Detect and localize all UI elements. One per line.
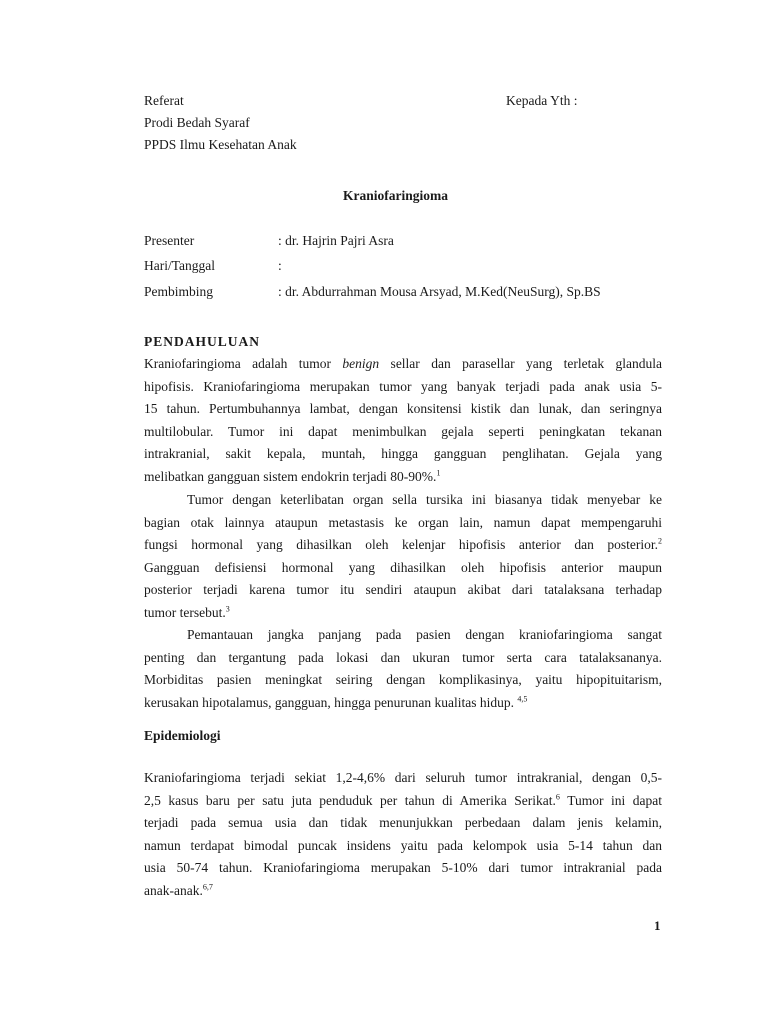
paragraph-epidemiologi: [144, 767, 662, 903]
citation-ref: 1: [436, 468, 441, 478]
paragraph-line: posterior terjadi karena tumor itu sendiri ataupun akibat dari tatalaksana terhadap: [144, 582, 662, 598]
paragraph-line: anak-anak.$^{6,7}$: [144, 882, 213, 898]
pembimbing-value: : dr. Abdurrahman Mousa Arsyad, M.Ked(NeuSurg), Sp.BS: [278, 284, 601, 299]
paragraph-line: kerusakan hipotalamus, gangguan, hingga penurunan kualitas hidup. $^{4,5}$: [144, 694, 528, 710]
presenter-value: : dr. Hajrin Pajri Asra: [278, 233, 394, 248]
paragraph-line: Tumor dengan keterlibatan organ sella tursika ini biasanya tidak menyebar ke: [187, 492, 662, 507]
paragraph-line: Kraniofaringioma adalah tumor benign sellar dan parasellar yang terletak glandula: [144, 356, 662, 371]
paragraph-line: terjadi pada semua usia dan tidak menunjukkan perbedaan dalam jenis kelamin,: [144, 815, 662, 831]
citation-ref: 6,7: [202, 882, 213, 892]
paragraph-pendahuluan-3: [144, 624, 662, 714]
header-ppds: PPDS Ilmu Kesehatan Anak: [144, 137, 297, 152]
paragraph-line: hipofisis. Kraniofaringioma merupakan tumor yang banyak terjadi pada anak usia 5-: [144, 378, 662, 394]
paragraph-line: namun terdapat bimodal puncak insidens yaitu pada kelompok usia 5-14 tahun dan: [144, 837, 662, 853]
paragraph-line: bagian otak lainnya ataupun metastasis ke organ lain, namun dapat mempengaruhi: [144, 514, 662, 530]
section-heading-epidemiologi: Epidemiologi: [144, 728, 221, 743]
paragraph-line: tumor tersebut.$^3$: [144, 604, 230, 620]
section-heading-pendahuluan: PENDAHULUAN: [144, 334, 261, 349]
pembimbing-label: Pembimbing: [144, 284, 214, 299]
paragraph-line: Kraniofaringioma terjadi sekiat 1,2-4,6% dari seluruh tumor intrakranial, dengan 0,5-: [144, 770, 662, 785]
header-referat: Referat: [144, 93, 184, 108]
paragraph-line: usia 50-74 tahun. Kraniofaringioma merupakan 5-10% dari tumor intrakranial pada: [144, 860, 662, 876]
citation-ref: 4,5: [517, 694, 528, 704]
citation-ref: 3: [225, 604, 230, 614]
page-number: 1: [654, 918, 661, 933]
paragraph-line: multilobular. Tumor ini dapat menimbulkan gejala seperti peningkatan tekanan: [144, 423, 662, 439]
paragraph-line: intrakranial, sakit kepala, muntah, hingga gangguan penglihatan. Gejala yang: [144, 446, 662, 462]
paragraph-line: melibatkan gangguan sistem endokrin terjadi 80-90%.$^1$: [144, 468, 441, 484]
paragraph-line: fungsi hormonal yang dihasilkan oleh kelenjar hipofisis anterior dan posterior.$^2$: [144, 536, 662, 553]
header-prodi: Prodi Bedah Syaraf: [144, 115, 250, 130]
paragraph-line: penting dan tergantung pada lokasi dan ukuran tumor serta cara tatalaksananya.: [144, 649, 662, 665]
hari-tanggal-label: Hari/Tanggal: [144, 258, 216, 273]
paragraph-line: 15 tahun. Pertumbuhannya lambat, dengan konsitensi kistik dan lunak, dan seringnya: [144, 401, 662, 417]
emphasis-benign: benign: [342, 356, 380, 371]
paragraph-line: Morbiditas pasien meningkat seiring dengan komplikasinya, yaitu hipopituitarism,: [144, 672, 662, 688]
paragraph-line: 2,5 kasus baru per satu juta penduduk per tahun di Amerika Serikat.$^6$ Tumor ini dapat: [144, 792, 662, 808]
paragraph-pendahuluan-2: [144, 489, 662, 625]
presenter-label: Presenter: [144, 233, 195, 248]
hari-tanggal-value: :: [278, 258, 282, 273]
document-title: Kraniofaringioma: [343, 188, 448, 203]
citation-ref: 6: [555, 792, 560, 802]
paragraph-line: Gangguan defisiensi hormonal yang dihasilkan oleh hipofisis anterior maupun: [144, 559, 662, 575]
header-kepada-yth: Kepada Yth :: [506, 93, 578, 108]
paragraph-pendahuluan-1: [144, 353, 662, 489]
paragraph-line: Pemantauan jangka panjang pada pasien dengan kraniofaringioma sangat: [187, 627, 662, 642]
citation-ref: 2: [658, 536, 662, 546]
